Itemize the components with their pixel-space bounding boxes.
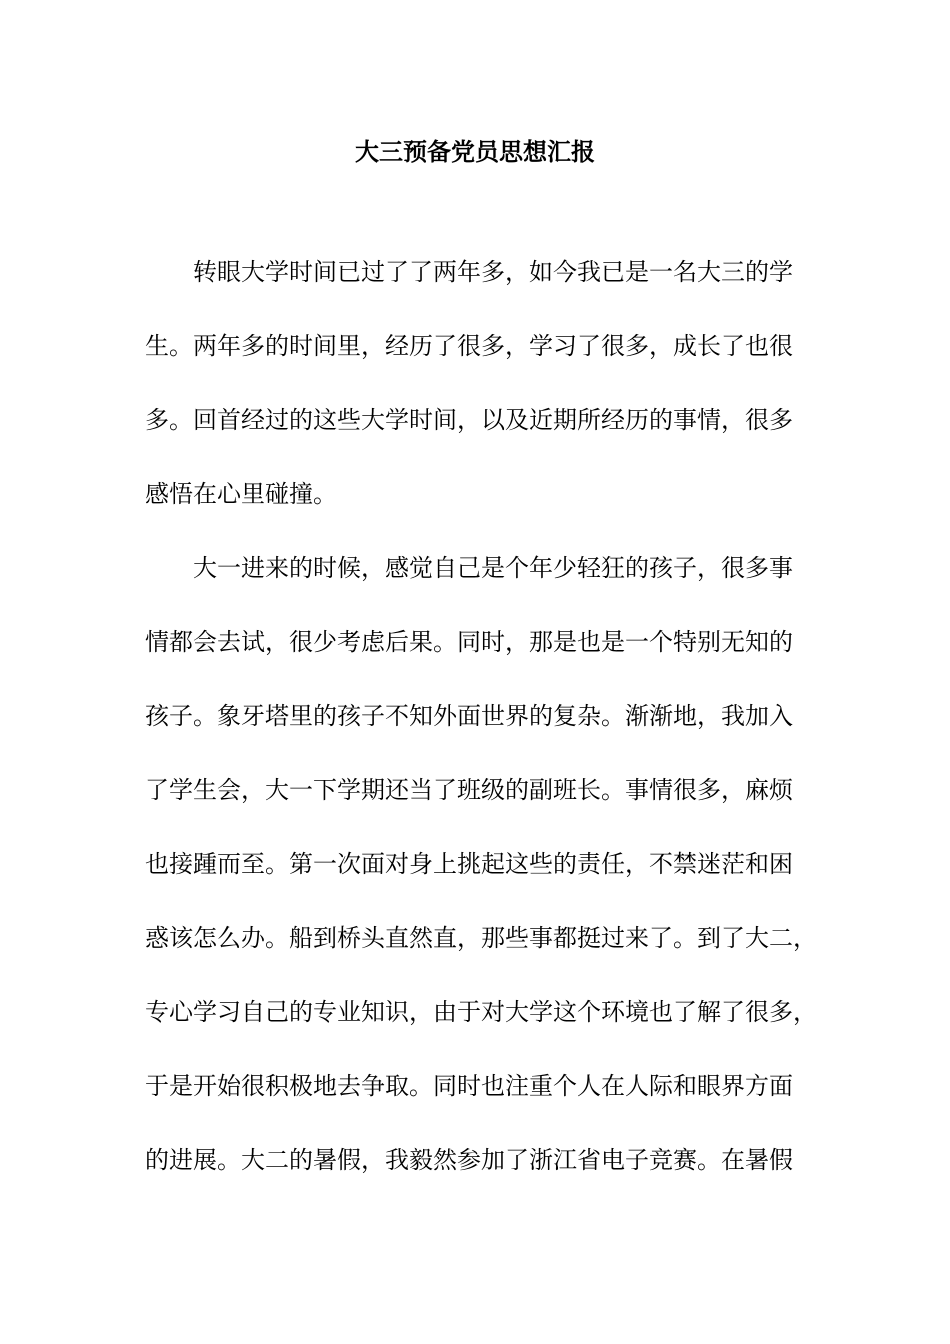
paragraph-line: 转眼大学时间已过了了两年多，如今我已是一名大三的学 xyxy=(193,258,793,286)
document-title: 大三预备党员思想汇报 xyxy=(355,137,595,166)
paragraph-line: 孩子。象牙塔里的孩子不知外面世界的复杂。渐渐地，我加入 xyxy=(145,702,793,730)
paragraph-line: 专心学习自己的专业知识，由于对大学这个环境也了解了很多， xyxy=(145,998,817,1026)
paragraph-line: 生。两年多的时间里，经历了很多，学习了很多，成长了也很 xyxy=(145,332,793,360)
paragraph-line: 了学生会，大一下学期还当了班级的副班长。事情很多，麻烦 xyxy=(145,776,793,804)
paragraph-line: 也接踵而至。第一次面对身上挑起这些的责任，不禁迷茫和困 xyxy=(145,850,793,878)
paragraph-line: 的进展。大二的暑假，我毅然参加了浙江省电子竞赛。在暑假 xyxy=(145,1146,793,1174)
paragraph-line: 惑该怎么办。船到桥头直然直，那些事都挺过来了。到了大二， xyxy=(145,924,817,952)
paragraph-line: 多。回首经过的这些大学时间，以及近期所经历的事情，很多 xyxy=(145,406,793,434)
paragraph-line: 于是开始很积极地去争取。同时也注重个人在人际和眼界方面 xyxy=(145,1072,793,1100)
paragraph-line: 感悟在心里碰撞。 xyxy=(145,480,337,508)
paragraph-line: 情都会去试，很少考虑后果。同时，那是也是一个特别无知的 xyxy=(145,628,793,656)
paragraph-line: 大一进来的时候，感觉自己是个年少轻狂的孩子，很多事 xyxy=(193,554,793,582)
